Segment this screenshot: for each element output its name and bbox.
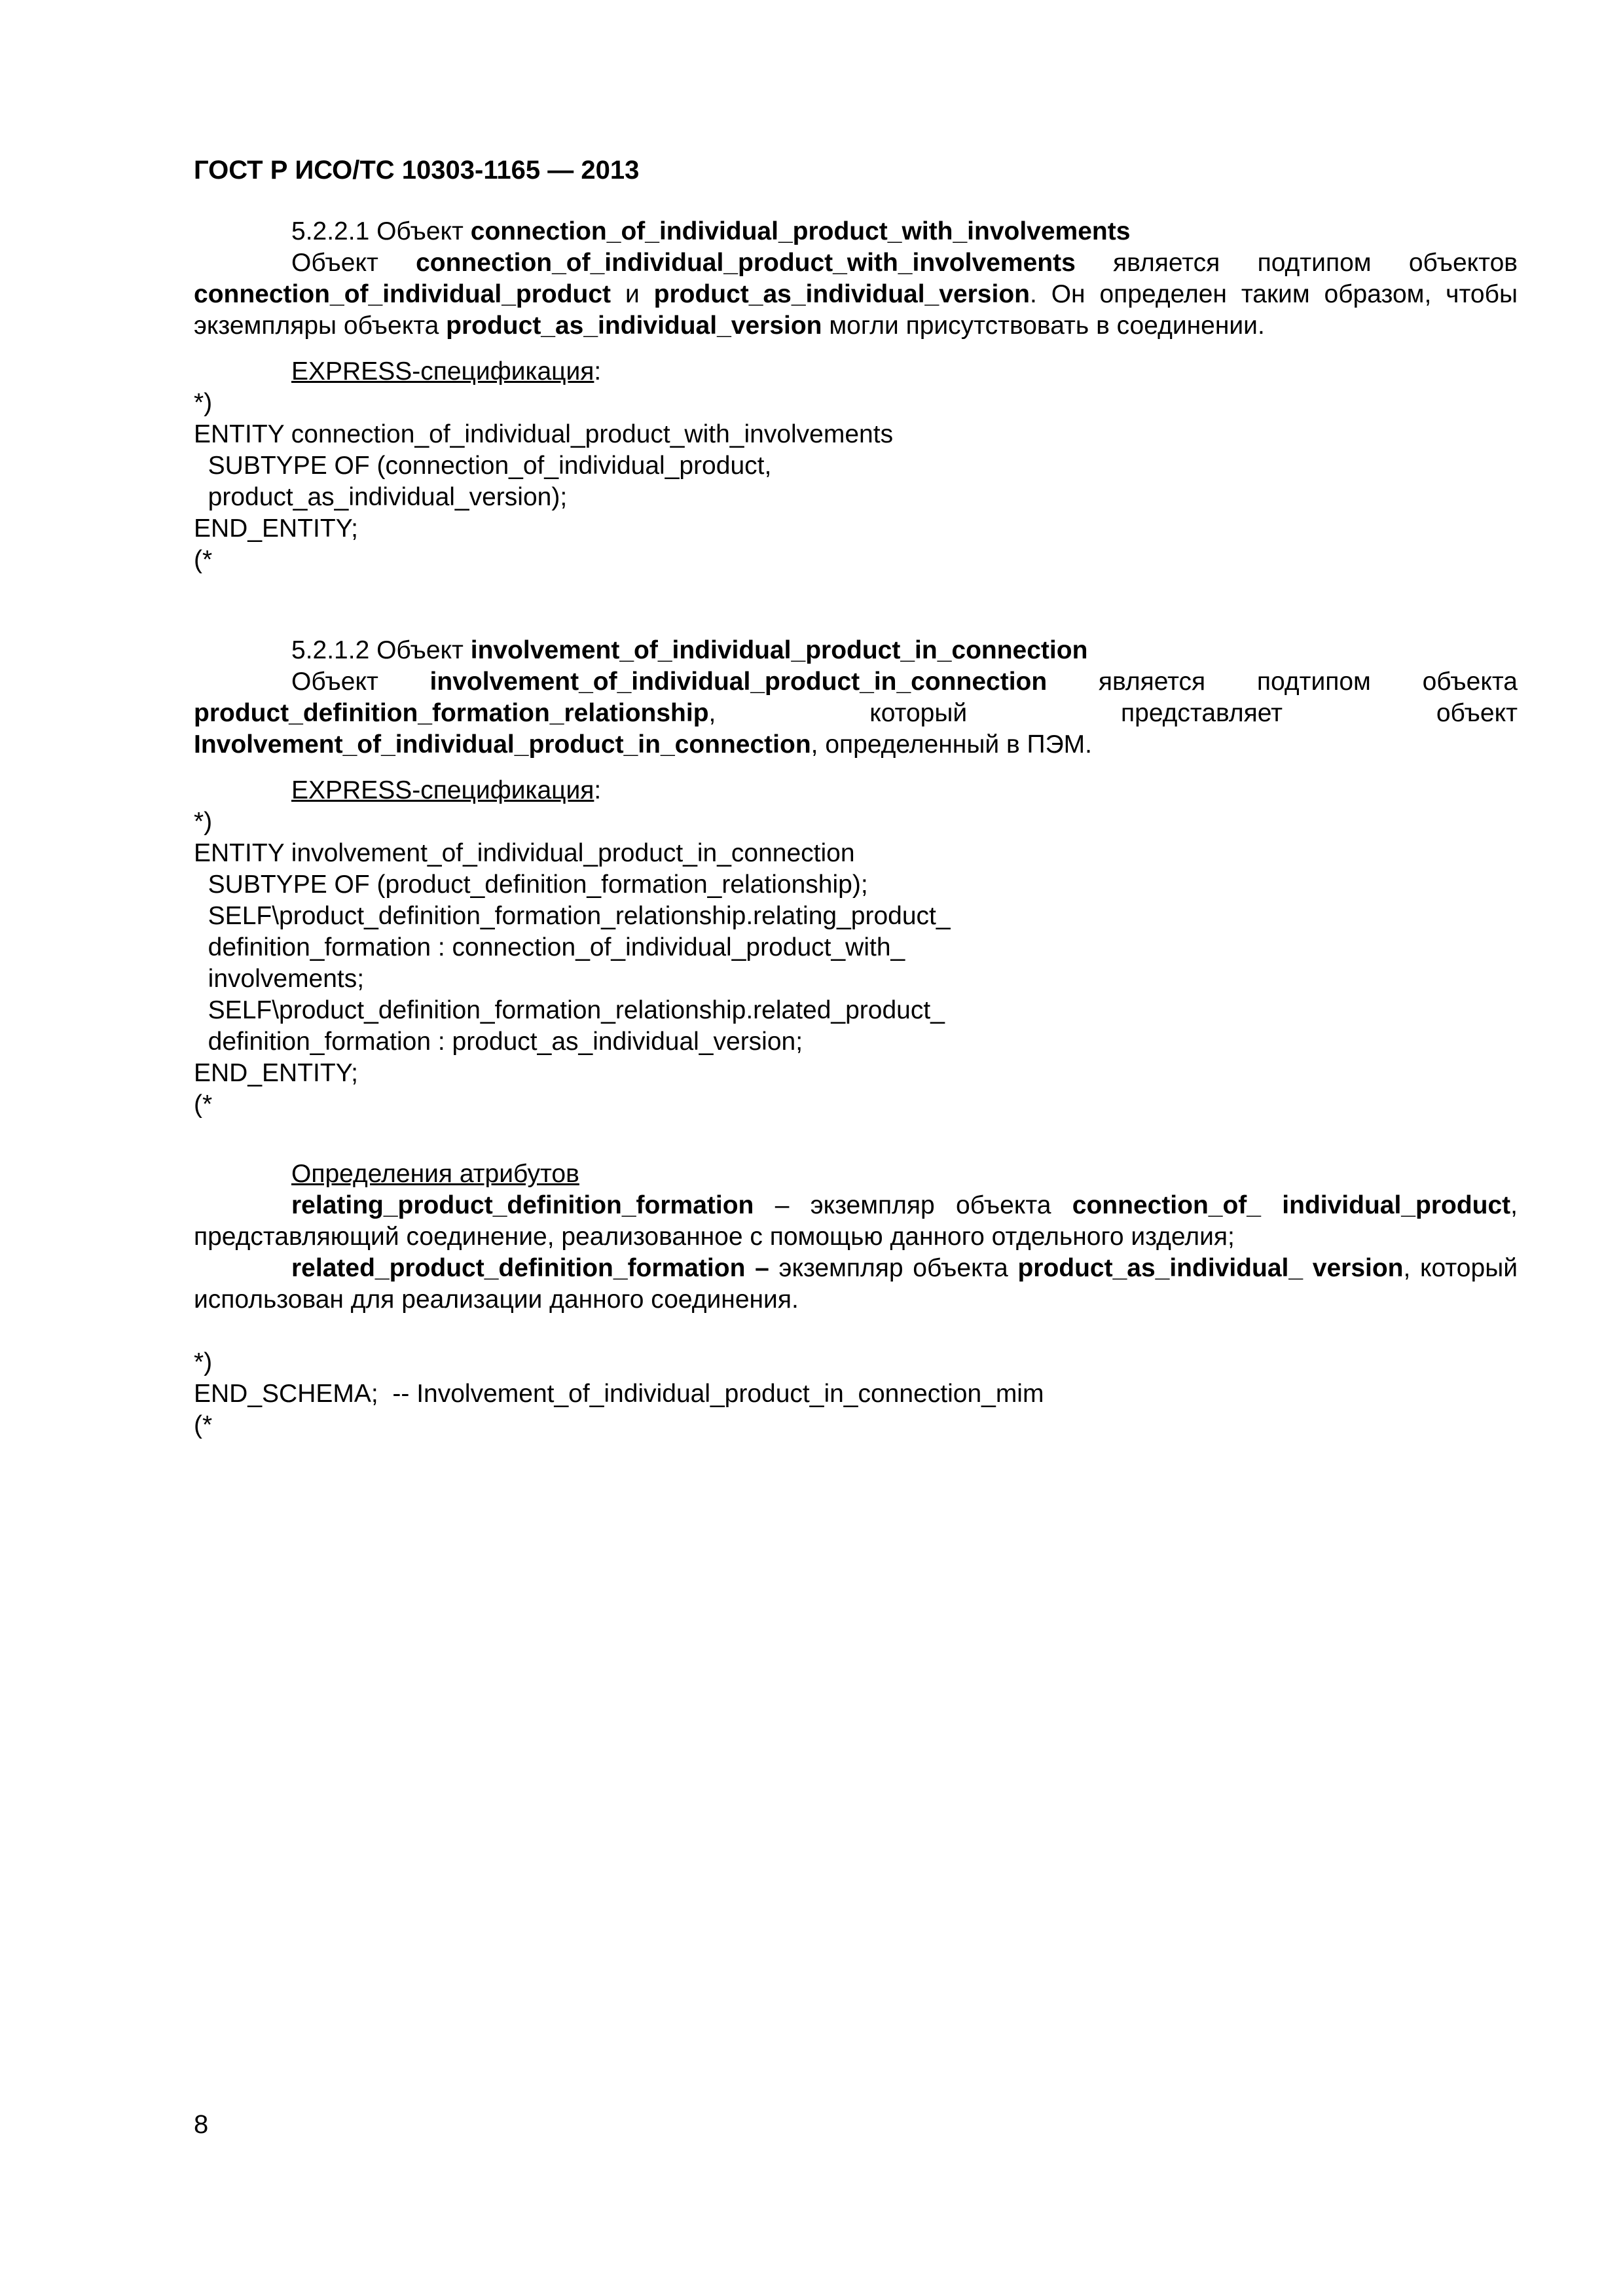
attribute-definitions (194, 1158, 1518, 1441)
document-header: ГОСТ Р ИСО/ТС 10303-1165 — 2013 (194, 156, 640, 185)
section-5-2-2-1 (194, 216, 1518, 576)
attributes-title-text: Определения атрибутов (291, 1160, 579, 1188)
entity-ref: product_definition_formation_relationship (194, 699, 709, 727)
text-run: Объект (291, 249, 416, 277)
entity-ref: product_as_individual_version (446, 312, 822, 340)
attribute-name: related_product_definition_formation (291, 1254, 746, 1282)
code-line: SUBTYPE OF (product_definition_formation_relationship); (194, 870, 868, 899)
text-run: является подтипом объектов (1075, 249, 1518, 277)
code-line: END_ENTITY; (194, 1059, 359, 1087)
attributes-title (194, 1158, 1518, 1190)
section-paragraph (194, 247, 1518, 342)
code-line: (* (194, 1411, 213, 1439)
text-run: , определенный в ПЭМ. (811, 730, 1092, 759)
code-line: SELF\product_definition_formation_relationship.related_product_ (194, 996, 945, 1024)
text-run: , представляющий соединение, реализованное с помощью данного отдельного изделия; (194, 1191, 1518, 1251)
express-label-text: EXPRESS-спецификация (291, 776, 594, 804)
code-line: ENTITY involvement_of_individual_product_in_connection (194, 839, 855, 867)
express-label (194, 356, 1518, 387)
attribute-definition (194, 1190, 1518, 1253)
colon: : (594, 776, 602, 804)
entity-name: involvement_of_individual_product_in_connection (470, 636, 1088, 664)
text-run: экземпляр объекта (778, 1254, 1018, 1282)
code-line: *) (194, 1348, 213, 1376)
attribute-name: relating_product_definition_formation (291, 1191, 754, 1219)
express-label (194, 775, 1518, 806)
entity-ref: connection_of_ individual_product (1072, 1191, 1511, 1219)
code-line: product_as_individual_version); (194, 483, 568, 511)
code-line: definition_formation : connection_of_individual_product_with_ (194, 933, 905, 961)
express-label-text: EXPRESS-спецификация (291, 357, 594, 386)
code-line: END_ENTITY; (194, 514, 359, 543)
colon: : (594, 357, 602, 386)
section-heading (194, 216, 1518, 247)
entity-ref: product_as_individual_ version (1017, 1254, 1404, 1282)
code-line: definition_formation : product_as_individual_version; (194, 1028, 803, 1056)
text-run: , который представляет объект (708, 699, 1518, 727)
code-line: (* (194, 1090, 213, 1119)
text-run: Объект (291, 668, 430, 696)
text-run: является подтипом объекта (1047, 668, 1518, 696)
code-line: SELF\product_definition_formation_relationship.relating_product_ (194, 902, 951, 930)
text-run: и (611, 280, 654, 308)
section-heading (194, 635, 1518, 666)
entity-name: connection_of_individual_product_with_involvements (470, 217, 1131, 245)
entity-ref: product_as_individual_version (653, 280, 1030, 308)
entity-ref: involvement_of_individual_product_in_connection (429, 668, 1048, 696)
entity-ref: connection_of_individual_product (194, 280, 611, 308)
code-line: *) (194, 808, 213, 836)
attribute-definition (194, 1253, 1518, 1316)
section-paragraph (194, 666, 1518, 761)
entity-ref: Involvement_of_individual_product_in_connection (194, 730, 811, 759)
text-run: могли присутствовать в соединении. (822, 312, 1265, 340)
entity-ref: connection_of_individual_product_with_involvements (416, 249, 1076, 277)
text-run: . Он определен таким образом, чтобы экземпляры объекта (194, 280, 1518, 340)
code-line: involvements; (194, 965, 365, 993)
code-line: (* (194, 546, 213, 574)
section-number: 5.2.2.1 Объект (291, 217, 471, 245)
section-number: 5.2.1.2 Объект (291, 636, 471, 664)
page-number: 8 (194, 2110, 209, 2139)
dash: – (745, 1254, 779, 1282)
code-line: END_SCHEMA; -- Involvement_of_individual_product_in_connection_mim (194, 1380, 1044, 1408)
text-run: , который использован для реализации данного соединения. (194, 1254, 1518, 1314)
section-5-2-1-2 (194, 635, 1518, 1121)
code-line: SUBTYPE OF (connection_of_individual_product, (194, 452, 772, 480)
text-run: – экземпляр объекта (754, 1191, 1072, 1219)
code-line: ENTITY connection_of_individual_product_with_involvements (194, 420, 894, 448)
code-line: *) (194, 389, 213, 417)
